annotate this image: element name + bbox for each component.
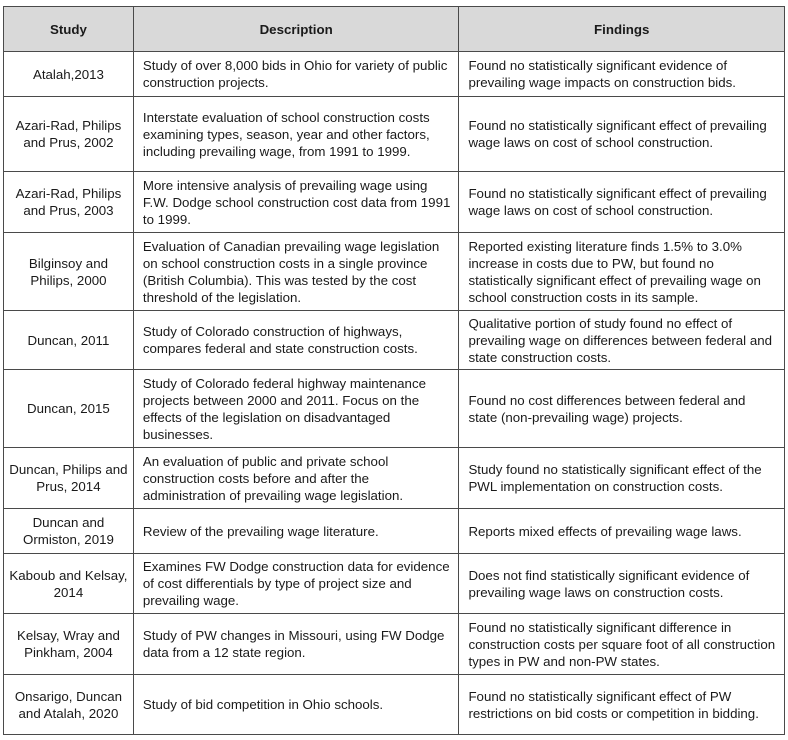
study-cell: Duncan and Ormiston, 2019 bbox=[4, 509, 134, 554]
findings-cell: Found no statistically significant difference in construction costs per square foot of all construction types in PW and non-PW states. bbox=[459, 614, 785, 675]
table-row bbox=[4, 97, 785, 172]
header-description: Description bbox=[133, 7, 459, 52]
study-cell: Duncan, 2015 bbox=[4, 370, 134, 448]
findings-cell: Reported existing literature finds 1.5% to 3.0% increase in costs due to PW, but found no statistically significant effect of prevailing wage on school construction costs in its sample. bbox=[459, 233, 785, 311]
description-cell: Study of bid competition in Ohio schools. bbox=[133, 675, 459, 735]
table-row bbox=[4, 172, 785, 233]
description-cell: Study of Colorado federal highway maintenance projects between 2000 and 2011. Focus on the effects of the legislation on disadvantaged businesses. bbox=[133, 370, 459, 448]
study-cell: Azari-Rad, Philips and Prus, 2002 bbox=[4, 97, 134, 172]
description-cell: Review of the prevailing wage literature. bbox=[133, 509, 459, 554]
description-cell: Study of PW changes in Missouri, using FW Dodge data from a 12 state region. bbox=[133, 614, 459, 675]
description-cell: Examines FW Dodge construction data for evidence of cost differentials by type of project size and prevailing wage. bbox=[133, 554, 459, 614]
study-cell: Kaboub and Kelsay, 2014 bbox=[4, 554, 134, 614]
table-row bbox=[4, 52, 785, 97]
table-row bbox=[4, 448, 785, 509]
description-cell: An evaluation of public and private school construction costs before and after the administration of prevailing wage legislation. bbox=[133, 448, 459, 509]
findings-cell: Found no statistically significant evidence of prevailing wage impacts on construction bids. bbox=[459, 52, 785, 97]
description-cell: Interstate evaluation of school construction costs examining types, season, year and other factors, including prevailing wage, from 1991 to 1999. bbox=[133, 97, 459, 172]
study-cell: Atalah,2013 bbox=[4, 52, 134, 97]
header-findings: Findings bbox=[459, 7, 785, 52]
findings-cell: Found no cost differences between federal and state (non-prevailing wage) projects. bbox=[459, 370, 785, 448]
header-study: Study bbox=[4, 7, 134, 52]
table-row bbox=[4, 554, 785, 614]
table-row bbox=[4, 614, 785, 675]
table-row bbox=[4, 311, 785, 370]
study-cell: Onsarigo, Duncan and Atalah, 2020 bbox=[4, 675, 134, 735]
findings-cell: Does not find statistically significant evidence of prevailing wage laws on construction costs. bbox=[459, 554, 785, 614]
findings-cell: Reports mixed effects of prevailing wage laws. bbox=[459, 509, 785, 554]
study-cell: Duncan, Philips and Prus, 2014 bbox=[4, 448, 134, 509]
study-cell: Bilginsoy and Philips, 2000 bbox=[4, 233, 134, 311]
description-cell: Study of over 8,000 bids in Ohio for variety of public construction projects. bbox=[133, 52, 459, 97]
header-row bbox=[4, 7, 785, 52]
description-cell: Study of Colorado construction of highways, compares federal and state construction costs. bbox=[133, 311, 459, 370]
study-cell: Duncan, 2011 bbox=[4, 311, 134, 370]
findings-cell: Study found no statistically significant effect of the PWL implementation on construction costs. bbox=[459, 448, 785, 509]
studies-table bbox=[3, 6, 785, 735]
study-cell: Kelsay, Wray and Pinkham, 2004 bbox=[4, 614, 134, 675]
table-row bbox=[4, 675, 785, 735]
table-row bbox=[4, 233, 785, 311]
table-row bbox=[4, 509, 785, 554]
findings-cell: Qualitative portion of study found no effect of prevailing wage on differences between federal and state construction costs. bbox=[459, 311, 785, 370]
study-cell: Azari-Rad, Philips and Prus, 2003 bbox=[4, 172, 134, 233]
findings-cell: Found no statistically significant effect of prevailing wage laws on cost of school construction. bbox=[459, 97, 785, 172]
description-cell: More intensive analysis of prevailing wage using F.W. Dodge school construction cost data from 1991 to 1999. bbox=[133, 172, 459, 233]
findings-cell: Found no statistically significant effect of prevailing wage laws on cost of school construction. bbox=[459, 172, 785, 233]
findings-cell: Found no statistically significant effect of PW restrictions on bid costs or competition in bidding. bbox=[459, 675, 785, 735]
table-row bbox=[4, 370, 785, 448]
description-cell: Evaluation of Canadian prevailing wage legislation on school construction costs in a single province (British Columbia). This was tested by the cost threshold of the legislation. bbox=[133, 233, 459, 311]
